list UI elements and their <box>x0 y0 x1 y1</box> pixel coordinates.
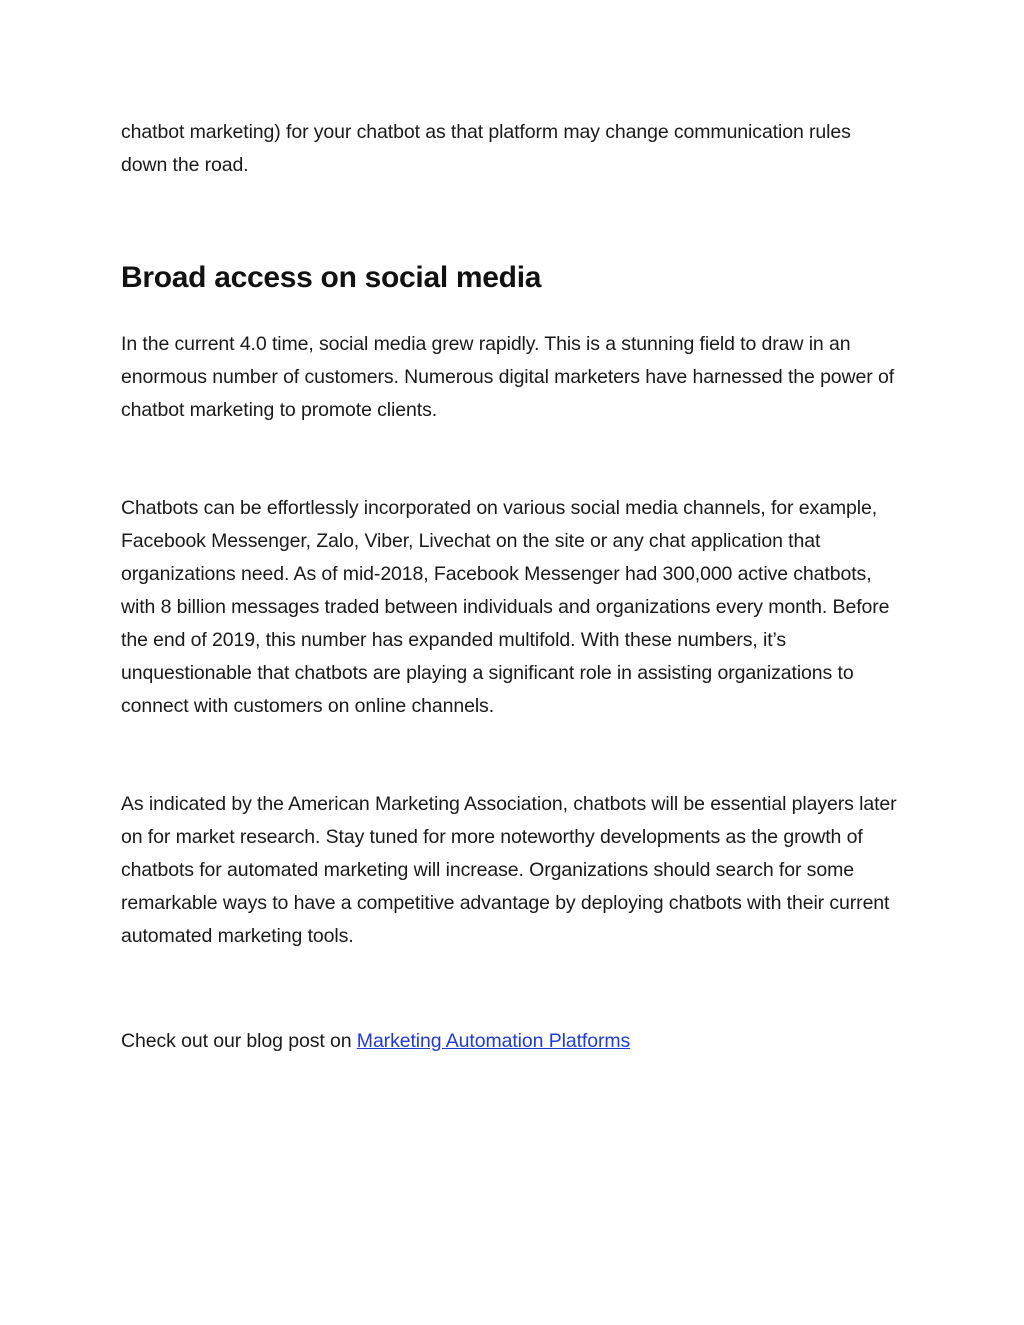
paragraph-intro: In the current 4.0 time, social media grew rapidly. This is a stunning field to draw in an enormous number of customers. Numerous digital marketers have harnessed the power of chatbot marketing to promote clients. <box>121 333 895 421</box>
paragraph-channels: Chatbots can be effortlessly incorporated on various social media channels, for example, Facebook Messenger, Zalo, Viber, Livechat on the site or any chat application that organizations need. As of mid-2018, Facebook Messenger had 300,000 active chatbots, with 8 billion messages traded between individuals and organizations every month. Before the end of 2019, this number has expanded multifold. With these numbers, it’s unquestionable that chatbots are playing a significant role in assisting organizations to connect with customers on online channels. <box>121 497 890 717</box>
marketing-automation-platforms-link[interactable]: Marketing Automation Platforms <box>356 1030 631 1052</box>
section-heading: Broad access on social media <box>121 261 542 294</box>
paragraph-market-research: As indicated by the American Marketing Association, chatbots will be essential players later on for market research. Stay tuned for more noteworthy developments as the growth of chatbots for automated marketing will increase. Organizations should search for some remarkable ways to have a competitive advantage by deploying chatbots with their current automated marketing tools. <box>121 793 897 947</box>
blog-post-callout <box>121 1025 901 1058</box>
document-page <box>121 116 901 1058</box>
continued-paragraph: chatbot marketing) for your chatbot as that platform may change communication rules down the road. <box>121 121 851 176</box>
callout-prefix: Check out our blog post on <box>121 1030 357 1052</box>
